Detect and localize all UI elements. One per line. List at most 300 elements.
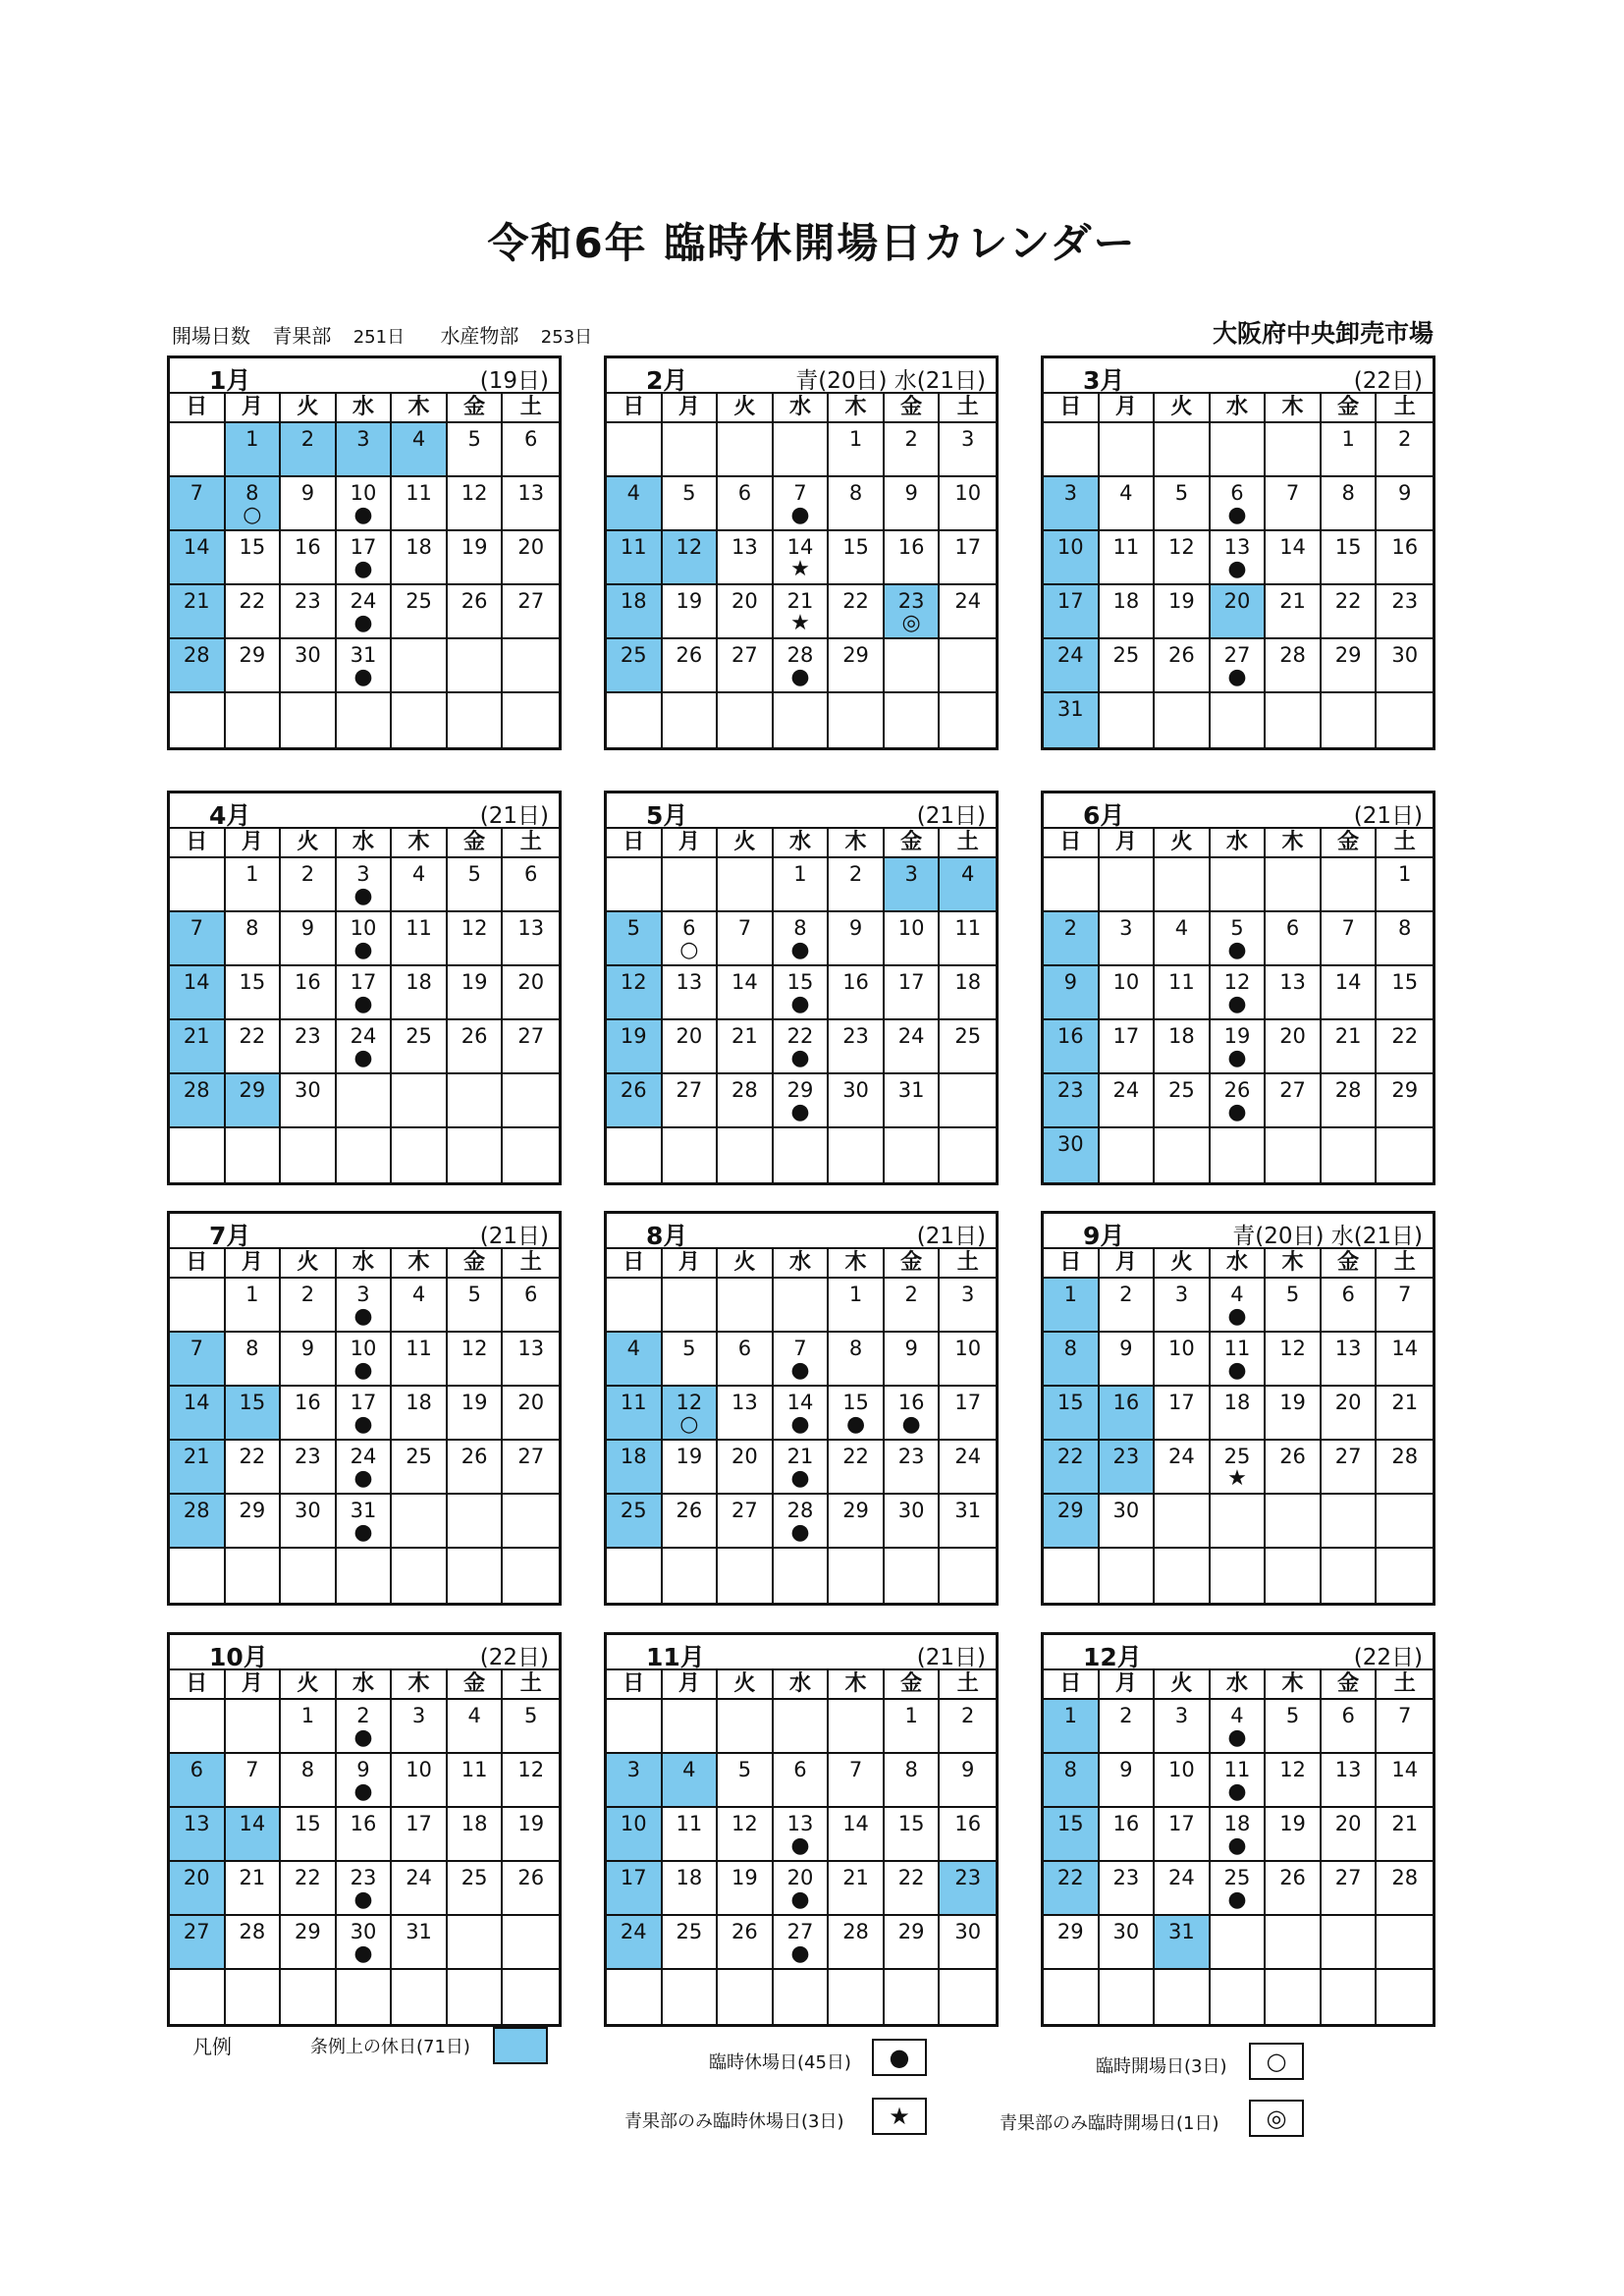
day-number: 16 <box>295 970 321 994</box>
day-cell <box>1266 1441 1322 1495</box>
day-cell <box>663 531 719 585</box>
day-cell <box>170 1020 226 1074</box>
day-mark: ● <box>1227 1100 1247 1124</box>
empty-cell <box>1322 1549 1378 1603</box>
empty-cell <box>1266 1495 1322 1549</box>
day-cell <box>392 1387 448 1441</box>
market-name: 大阪府中央卸売市場 <box>1212 319 1434 348</box>
day-cell <box>1155 1074 1211 1128</box>
day-mark: ★ <box>790 557 810 581</box>
weekday-label: 火 <box>1155 394 1211 421</box>
day-cell <box>392 1020 448 1074</box>
day-number: 28 <box>1391 1866 1419 1889</box>
day-number: 9 <box>904 1337 918 1360</box>
empty-cell <box>392 1549 448 1603</box>
day-number: 6 <box>1341 1704 1355 1727</box>
empty-cell <box>503 639 559 693</box>
empty-cell <box>392 1074 448 1128</box>
day-cell <box>1155 912 1211 966</box>
empty-cell <box>607 1128 663 1182</box>
day-cell <box>448 477 504 531</box>
weekday-label: 水 <box>337 1249 393 1277</box>
day-number: 15 <box>239 970 266 994</box>
empty-cell <box>170 1970 226 2024</box>
day-number: 5 <box>682 1337 696 1360</box>
day-number: 24 <box>406 1866 432 1889</box>
day-cell <box>1211 1700 1267 1754</box>
month-calendar <box>167 1632 562 2027</box>
day-number: 27 <box>517 589 545 613</box>
day-cell <box>392 1333 448 1387</box>
weekday-label: 金 <box>885 829 941 856</box>
weekday-label: 土 <box>519 395 542 419</box>
day-number: 26 <box>676 1499 703 1522</box>
day-mark: ● <box>353 665 373 689</box>
day-cell <box>1377 912 1433 966</box>
empty-cell <box>1266 1128 1322 1182</box>
day-cell <box>1266 1862 1322 1916</box>
day-number: 22 <box>842 589 869 613</box>
weekday-label: 金 <box>1322 394 1378 421</box>
month-name: 3月 <box>1083 366 1125 395</box>
day-cell <box>1266 1754 1322 1808</box>
day-number: 31 <box>406 1920 432 1943</box>
day-cell <box>281 1754 337 1808</box>
day-cell <box>1044 477 1100 531</box>
day-number: 2 <box>356 1704 370 1727</box>
weekday-header <box>170 394 559 423</box>
day-cell <box>226 1754 282 1808</box>
day-number: 8 <box>1398 916 1412 940</box>
day-cell <box>718 1808 774 1862</box>
day-number: 13 <box>1279 970 1306 994</box>
day-number: 3 <box>356 862 370 886</box>
weekday-label: 月 <box>1100 394 1156 421</box>
suisan-days: 253日 <box>540 327 593 348</box>
day-cell <box>1211 1441 1267 1495</box>
day-number: 20 <box>1223 589 1251 613</box>
day-cell <box>226 1808 282 1862</box>
day-number: 8 <box>1063 1758 1077 1781</box>
day-number: 24 <box>1168 1445 1195 1468</box>
empty-cell <box>663 1700 719 1754</box>
month-day-count: (22日) <box>479 1645 549 1670</box>
empty-cell <box>663 693 719 747</box>
day-number: 26 <box>460 1024 488 1048</box>
day-cell <box>1322 1020 1378 1074</box>
month-calendar <box>1041 355 1435 750</box>
day-number: 29 <box>842 643 869 667</box>
month-day-count: (21日) <box>479 1224 549 1249</box>
empty-cell <box>1211 1970 1267 2024</box>
day-cell <box>940 1279 996 1333</box>
day-number: 30 <box>954 1920 982 1943</box>
day-number: 22 <box>239 1024 266 1048</box>
weekday-label: 金 <box>885 1249 941 1277</box>
day-cell <box>226 966 282 1020</box>
day-number: 8 <box>848 1337 863 1360</box>
day-cell <box>503 858 559 912</box>
day-number: 9 <box>1119 1337 1133 1360</box>
day-number: 17 <box>954 1391 982 1414</box>
day-cell <box>1377 1700 1433 1754</box>
day-number: 25 <box>406 589 432 613</box>
day-grid <box>1044 423 1433 747</box>
day-cell <box>663 639 719 693</box>
day-cell <box>718 639 774 693</box>
month-header <box>607 1214 996 1249</box>
empty-cell <box>392 1970 448 2024</box>
day-cell <box>663 1333 719 1387</box>
weekday-label: 火 <box>281 829 337 856</box>
month-header <box>170 1214 559 1249</box>
empty-cell <box>1377 1916 1433 1970</box>
day-mark: ● <box>353 884 373 908</box>
empty-cell <box>885 639 941 693</box>
day-cell <box>940 1700 996 1754</box>
legend-seika-closed-symbol: ★ <box>872 2098 927 2135</box>
day-cell <box>1155 1441 1211 1495</box>
day-number: 6 <box>524 427 538 451</box>
day-cell <box>1100 1074 1156 1128</box>
day-number: 29 <box>842 1499 869 1522</box>
day-number: 24 <box>1056 643 1084 667</box>
day-number: 29 <box>897 1920 925 1943</box>
day-number: 3 <box>961 427 975 451</box>
day-cell <box>885 585 941 639</box>
day-cell <box>829 1333 885 1387</box>
day-cell <box>607 1387 663 1441</box>
day-number: 14 <box>731 970 758 994</box>
empty-cell <box>503 693 559 747</box>
empty-cell <box>829 693 885 747</box>
empty-cell <box>1155 858 1211 912</box>
day-cell <box>940 423 996 477</box>
day-mark: ● <box>790 1887 810 1912</box>
empty-cell <box>885 1128 941 1182</box>
weekday-label: 日 <box>1044 1670 1100 1698</box>
day-number: 20 <box>517 970 545 994</box>
day-cell <box>448 531 504 585</box>
day-number: 27 <box>517 1445 545 1468</box>
day-number: 11 <box>620 535 647 559</box>
day-number: 21 <box>239 1866 266 1889</box>
weekday-header <box>607 394 996 423</box>
day-cell <box>1100 639 1156 693</box>
day-number: 4 <box>961 862 975 886</box>
day-number: 5 <box>626 916 640 940</box>
day-cell <box>1100 531 1156 585</box>
day-cell <box>170 966 226 1020</box>
day-number: 25 <box>954 1024 982 1048</box>
empty-cell <box>1155 1549 1211 1603</box>
weekday-label: 月 <box>1100 829 1156 856</box>
day-number: 10 <box>1112 970 1140 994</box>
day-cell <box>226 477 282 531</box>
day-cell <box>1266 1020 1322 1074</box>
day-cell <box>503 1333 559 1387</box>
day-cell <box>170 912 226 966</box>
seika-days: 251日 <box>352 327 406 348</box>
day-cell <box>829 1808 885 1862</box>
day-cell <box>774 1754 830 1808</box>
day-cell <box>718 1495 774 1549</box>
day-number: 23 <box>295 1024 321 1048</box>
day-cell <box>503 1700 559 1754</box>
empty-cell <box>940 639 996 693</box>
day-number: 29 <box>239 1078 266 1102</box>
weekday-header <box>170 1670 559 1700</box>
empty-cell <box>885 693 941 747</box>
empty-cell <box>774 693 830 747</box>
weekday-header <box>607 1670 996 1700</box>
day-mark: ● <box>353 611 373 635</box>
day-number: 31 <box>1056 697 1084 721</box>
day-cell <box>226 912 282 966</box>
day-cell <box>718 1387 774 1441</box>
day-number: 19 <box>1279 1812 1306 1835</box>
day-cell <box>1155 1700 1211 1754</box>
day-mark: ● <box>1227 665 1247 689</box>
empty-cell <box>1322 1970 1378 2024</box>
day-number: 24 <box>954 1445 982 1468</box>
day-number: 18 <box>620 1445 647 1468</box>
day-cell <box>1211 912 1267 966</box>
month-day-count: (21日) <box>1353 803 1423 829</box>
day-cell <box>337 1279 393 1333</box>
empty-cell <box>718 423 774 477</box>
day-number: 4 <box>1119 481 1133 505</box>
day-cell <box>226 1387 282 1441</box>
month-day-count: (21日) <box>916 1224 986 1249</box>
day-mark: ● <box>353 1725 373 1750</box>
weekday-label: 日 <box>1044 394 1100 421</box>
day-number: 20 <box>517 535 545 559</box>
day-number: 21 <box>1334 1024 1362 1048</box>
empty-cell <box>1100 693 1156 747</box>
day-number: 16 <box>1112 1391 1140 1414</box>
day-number: 21 <box>1391 1391 1419 1414</box>
day-number: 30 <box>295 1499 321 1522</box>
empty-cell <box>607 693 663 747</box>
day-cell <box>170 1862 226 1916</box>
day-cell <box>1266 531 1322 585</box>
day-number: 14 <box>239 1812 266 1835</box>
day-cell <box>392 477 448 531</box>
day-cell <box>1155 585 1211 639</box>
empty-cell <box>607 1700 663 1754</box>
page-title: 令和6年 臨時休開場日カレンダー <box>487 219 1137 267</box>
day-cell <box>448 1279 504 1333</box>
day-number: 20 <box>731 589 758 613</box>
day-cell <box>1377 1020 1433 1074</box>
day-mark: ● <box>353 1304 373 1329</box>
day-cell <box>392 1441 448 1495</box>
day-number: 5 <box>1174 481 1189 505</box>
day-number: 2 <box>848 862 863 886</box>
day-number: 12 <box>1223 970 1251 994</box>
day-cell <box>829 585 885 639</box>
empty-cell <box>1322 1495 1378 1549</box>
empty-cell <box>1211 693 1267 747</box>
day-mark: ● <box>1227 1358 1247 1383</box>
day-cell <box>392 1754 448 1808</box>
day-cell <box>1377 1074 1433 1128</box>
day-cell <box>503 1808 559 1862</box>
day-cell <box>281 1808 337 1862</box>
day-cell <box>663 1754 719 1808</box>
day-cell <box>1100 1020 1156 1074</box>
day-cell <box>829 1279 885 1333</box>
day-mark: ● <box>845 1412 866 1437</box>
day-cell <box>448 966 504 1020</box>
day-number: 3 <box>1119 916 1133 940</box>
day-number: 21 <box>1391 1812 1419 1835</box>
weekday-label: 水 <box>1211 394 1267 421</box>
weekday-label: 土 <box>519 1671 542 1696</box>
day-number: 18 <box>460 1812 488 1835</box>
day-cell <box>226 585 282 639</box>
day-mark: ● <box>353 1779 373 1804</box>
empty-cell <box>663 1128 719 1182</box>
day-number: 25 <box>620 1499 647 1522</box>
day-number: 1 <box>904 1704 918 1727</box>
weekday-header <box>1044 1670 1433 1700</box>
day-number: 3 <box>1174 1704 1189 1727</box>
empty-cell <box>940 1074 996 1128</box>
empty-cell <box>226 1970 282 2024</box>
day-cell <box>774 1333 830 1387</box>
weekday-label: 水 <box>1211 829 1267 856</box>
day-cell <box>392 912 448 966</box>
day-cell <box>448 1020 504 1074</box>
month-header <box>170 358 559 394</box>
day-number: 31 <box>350 1499 377 1522</box>
day-cell <box>1100 1754 1156 1808</box>
day-number: 24 <box>954 589 982 613</box>
day-number: 31 <box>350 643 377 667</box>
day-number: 29 <box>1391 1078 1419 1102</box>
day-cell <box>392 1279 448 1333</box>
day-number: 30 <box>897 1499 925 1522</box>
weekday-label: 金 <box>448 1670 504 1698</box>
empty-cell <box>170 1128 226 1182</box>
day-number: 5 <box>1285 1283 1300 1306</box>
day-number: 2 <box>1398 427 1412 451</box>
opening-days-info <box>172 320 622 349</box>
day-cell <box>940 585 996 639</box>
day-number: 15 <box>239 1391 266 1414</box>
weekday-label: 木 <box>1266 1249 1322 1277</box>
day-number: 14 <box>786 1391 814 1414</box>
day-cell <box>503 1754 559 1808</box>
day-number: 20 <box>1279 1024 1306 1048</box>
day-number: 23 <box>1112 1445 1140 1468</box>
empty-cell <box>448 1074 504 1128</box>
day-cell <box>607 531 663 585</box>
day-grid <box>1044 858 1433 1182</box>
weekday-label: 水 <box>337 394 393 421</box>
day-cell <box>774 639 830 693</box>
day-number: 5 <box>1285 1704 1300 1727</box>
day-cell <box>1266 1387 1322 1441</box>
day-cell <box>1377 1441 1433 1495</box>
day-cell <box>1100 1387 1156 1441</box>
weekday-label: 日 <box>607 394 663 421</box>
day-cell <box>1100 966 1156 1020</box>
day-number: 6 <box>737 481 752 505</box>
day-number: 1 <box>1398 862 1412 886</box>
empty-cell <box>170 858 226 912</box>
day-cell <box>337 858 393 912</box>
day-number: 28 <box>183 1499 210 1522</box>
day-cell <box>940 1333 996 1387</box>
day-cell <box>885 1020 941 1074</box>
day-mark: ● <box>1227 1304 1247 1329</box>
day-number: 7 <box>737 916 752 940</box>
day-number: 1 <box>848 1283 863 1306</box>
day-cell <box>1322 966 1378 1020</box>
day-cell <box>392 966 448 1020</box>
day-cell <box>1211 585 1267 639</box>
day-cell <box>1322 531 1378 585</box>
day-number: 7 <box>189 916 203 940</box>
day-cell <box>1266 585 1322 639</box>
day-number: 15 <box>842 535 869 559</box>
day-number: 5 <box>467 862 481 886</box>
empty-cell <box>448 639 504 693</box>
day-number: 26 <box>517 1866 545 1889</box>
empty-cell <box>170 1700 226 1754</box>
day-cell <box>829 1495 885 1549</box>
month-calendar <box>167 355 562 750</box>
month-calendar <box>167 791 562 1185</box>
empty-cell <box>718 693 774 747</box>
day-cell <box>1044 1808 1100 1862</box>
day-number: 10 <box>954 481 982 505</box>
empty-cell <box>829 1700 885 1754</box>
day-number: 2 <box>904 427 918 451</box>
day-number: 18 <box>1223 1391 1251 1414</box>
day-number: 3 <box>904 862 918 886</box>
day-number: 8 <box>245 481 259 505</box>
day-number: 20 <box>517 1391 545 1414</box>
month-name: 9月 <box>1083 1222 1125 1250</box>
weekday-label: 火 <box>281 1249 337 1277</box>
weekday-label: 水 <box>774 394 830 421</box>
empty-cell <box>226 1128 282 1182</box>
empty-cell <box>392 639 448 693</box>
weekday-label: 水 <box>774 1249 830 1277</box>
empty-cell <box>448 1128 504 1182</box>
day-cell <box>226 858 282 912</box>
day-cell <box>663 1441 719 1495</box>
day-cell <box>885 912 941 966</box>
empty-cell <box>281 1128 337 1182</box>
day-cell <box>337 531 393 585</box>
month-header <box>607 1635 996 1670</box>
empty-cell <box>940 693 996 747</box>
day-number: 6 <box>524 1283 538 1306</box>
day-cell <box>829 1754 885 1808</box>
day-number: 30 <box>1056 1132 1084 1156</box>
weekday-label: 月 <box>226 1670 282 1698</box>
day-cell <box>448 423 504 477</box>
day-number: 14 <box>1391 1337 1419 1360</box>
empty-cell <box>829 1970 885 2024</box>
empty-cell <box>1100 1970 1156 2024</box>
day-cell <box>448 585 504 639</box>
